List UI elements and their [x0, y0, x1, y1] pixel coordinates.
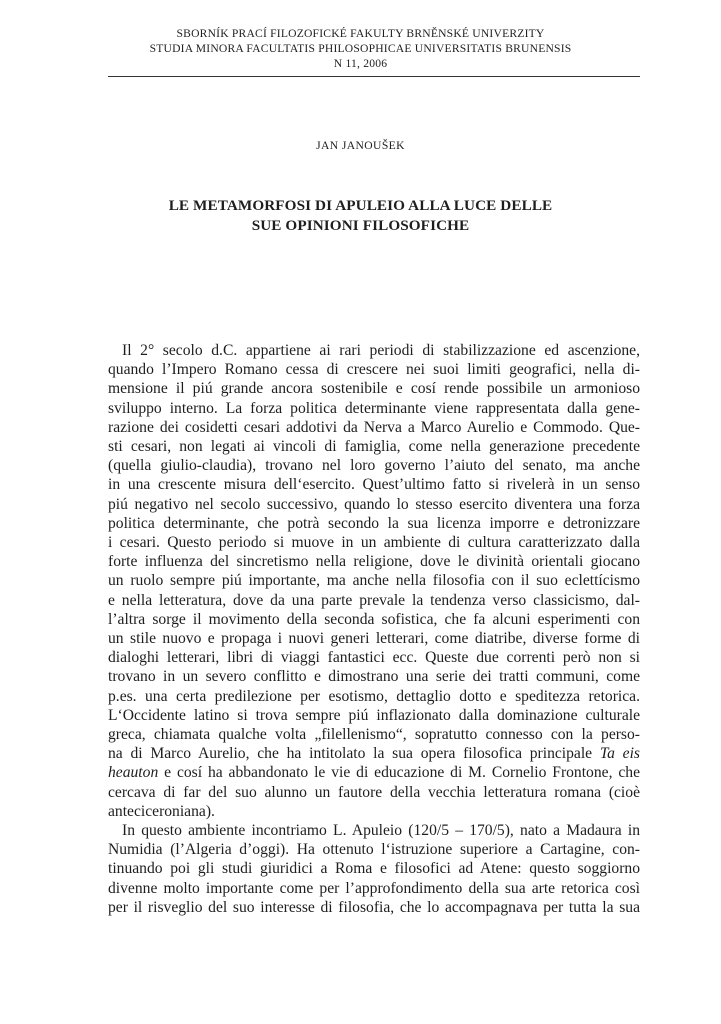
- issue-number: N 11, 2006: [333, 57, 388, 70]
- body-text: [108, 341, 640, 917]
- body-line: razione dei cosidetti cesari addotivi da Nerva a Marco Aurelio e Commodo. Que-: [108, 418, 640, 436]
- book-title-italic: Ta eis: [599, 745, 640, 763]
- article-title: [0, 196, 721, 236]
- body-line: (quella giulio-claudia), trovano nel loro governo l’aiuto del senato, ma anche: [108, 457, 640, 475]
- body-line: quando l’Impero Romano cessa di crescere nei suoi limiti geografici, nella di-: [108, 361, 640, 379]
- body-line: L‘Occidente latino si trova sempre piú inflazionato dalla dominazione culturale: [108, 706, 640, 724]
- body-line: p.es. una certa predilezione per esotismo, dettaglio dotto e speditezza retorica.: [108, 687, 640, 705]
- title-line-1: LE METAMORFOSI DI APULEIO ALLA LUCE DELLE: [168, 197, 553, 214]
- body-line: cercava di far del suo alunno un fautore della vecchia letteratura romana (cioè: [108, 783, 640, 801]
- body-line: [108, 763, 640, 782]
- body-line: [108, 744, 640, 763]
- journal-name-latin: STUDIA MINORA FACULTATIS PHILOSOPHICAE UNIVERSITATIS BRUNENSIS: [149, 42, 572, 55]
- body-line: anteciceroniana).: [108, 802, 215, 820]
- body-line: forte influenza del sincretismo nella religione, dove le divinità orientali giocano: [108, 553, 640, 571]
- body-line: politica determinante, che potrà secondo la sua licenza imporre e detronizzare: [108, 514, 640, 532]
- body-line: In questo ambiente incontriamo L. Apuleio (120/5 – 170/5), nato a Madaura in: [122, 822, 640, 840]
- author-name: JAN JANOUŠEK: [316, 139, 405, 152]
- running-header: [0, 26, 721, 71]
- body-line: mensione il piú grande ancora sostenibile e cosí rende possibile un armonioso: [108, 380, 640, 398]
- body-line: un ruolo sempre piú importante, ma anche nella filosofia con il suo eclettícismo: [108, 572, 640, 590]
- body-line: dialoghi letterari, libri di viaggi fantastici ecc. Queste due correnti però non si: [108, 649, 640, 667]
- book-title-italic: heauton: [108, 764, 159, 782]
- body-line: l’altra sorge il movimento della seconda sofistica, che fa alcuni esperimenti con: [108, 610, 640, 628]
- title-line-2: SUE OPINIONI FILOSOFICHE: [251, 217, 470, 234]
- body-line: piú negativo nel secolo successivo, quando lo stesso esercito diventera una forza: [108, 495, 640, 513]
- body-line: sti cesari, non legati ai vincoli di famiglia, come nella generazione precedente: [108, 438, 640, 456]
- body-line: un stile nuovo e propaga i nuovi generi letterari, come diatribe, diverse forme di: [108, 630, 640, 648]
- body-line: sviluppo interno. La forza politica determinante viene rappresentata dalla gene-: [108, 399, 640, 417]
- body-line: Il 2° secolo d.C. appartiene ai rari periodi di stabilizzazione ed ascenzione,: [122, 342, 640, 359]
- body-line: i cesari. Questo periodo si muove in un ambiente di cultura caratterizzato dalla: [108, 534, 640, 552]
- body-line: divenne molto importante come per l’approfondimento della sua arte retorica così: [108, 879, 640, 897]
- body-line: in una crescente misura dell‘esercito. Quest’ultimo fatto si rivelerà in un senso: [108, 476, 640, 494]
- body-line: trovano in un severo conflitto e dimostrano una serie dei tratti communi, come: [108, 668, 640, 686]
- body-line: tinuando poi gli studi giuridici a Roma e filosofici ad Atene: questo soggiorno: [108, 860, 640, 878]
- body-line: greca, chiamata qualche volta „filellenismo“, sopratutto connesso con la perso-: [108, 726, 640, 744]
- body-line: per il risveglio del suo interesse di filosofia, che lo accompagnava per tutta la sua: [108, 898, 640, 916]
- body-line: e nella letteratura, dove da una parte prevale la tendenza verso classicismo, dal-: [108, 591, 640, 609]
- body-line-text: na di Marco Aurelio, che ha intitolato la sua opera filosofica principale: [108, 745, 593, 763]
- body-line-text: e cosí ha abbandonato le vie di educazione di M. Cornelio Frontone, che: [164, 764, 640, 782]
- body-line: Numidia (l’Algeria d’oggi). Ha ottenuto l‘istruzione superiore a Cartagine, con-: [108, 841, 640, 859]
- journal-name-czech: SBORNÍK PRACÍ FILOZOFICKÉ FAKULTY BRNĚNSKÉ UNIVERZITY: [176, 27, 545, 40]
- header-rule: [108, 76, 640, 77]
